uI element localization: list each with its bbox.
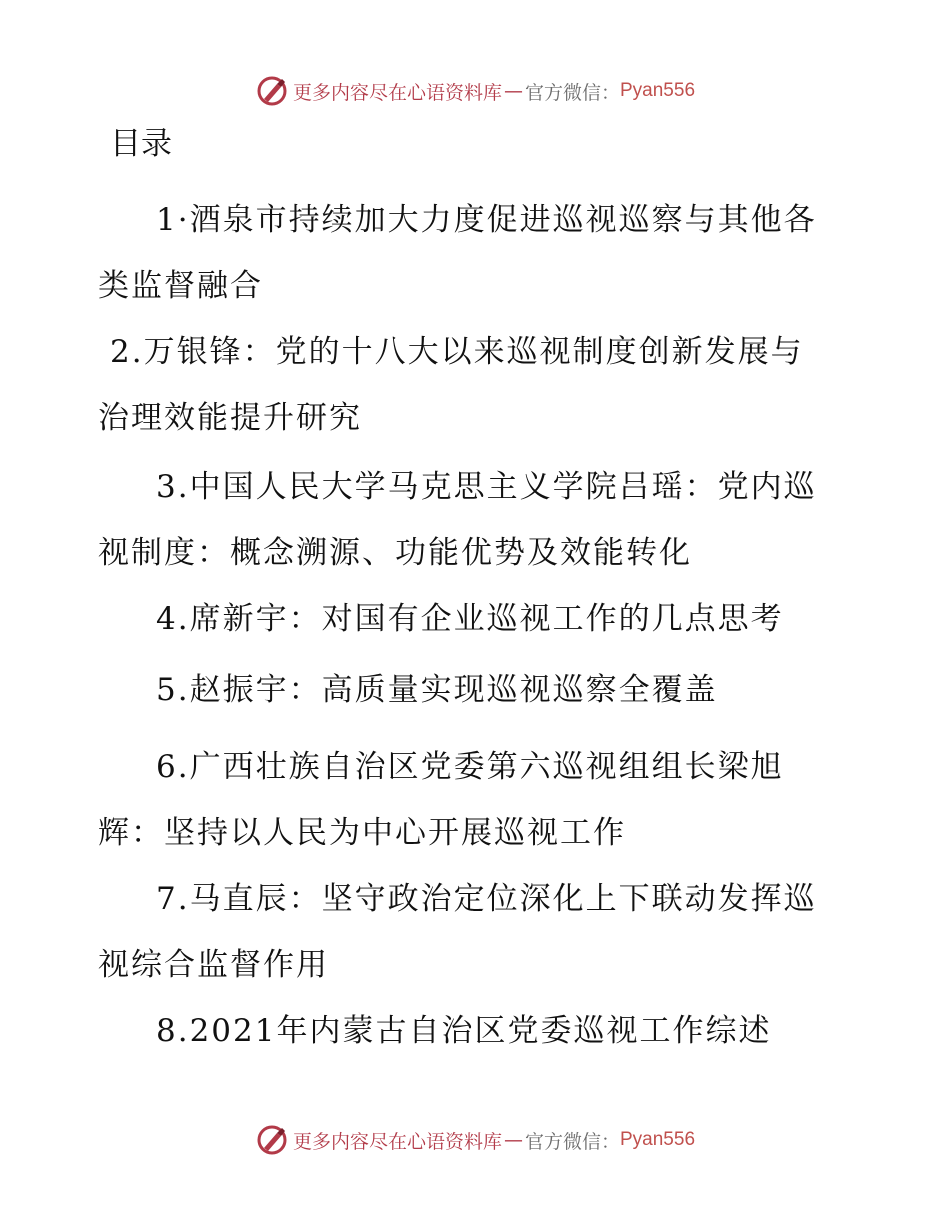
toc-entry-line: 3.中国人民大学马克思主义学院吕瑶：党内巡 bbox=[156, 469, 817, 505]
banner-text: 更多内容尽在心语资料库 bbox=[292, 81, 502, 104]
banner-wechat-label: 官方微信： bbox=[524, 1130, 620, 1153]
toc-entry-line: 1·酒泉市持续加大力度促进巡视巡察与其他各 bbox=[156, 202, 817, 238]
banner-text: 更多内容尽在心语资料库 bbox=[292, 1130, 502, 1153]
toc-entry-line: 治理效能提升研究 bbox=[98, 400, 362, 436]
toc-entry-line: 7.马直辰：坚守政治定位深化上下联动发挥巡 bbox=[156, 881, 817, 917]
toc-entry-6[interactable] bbox=[98, 734, 878, 866]
banner-wechat-id: Pyan556 bbox=[620, 1129, 696, 1150]
toc-entry-line: 视综合监督作用 bbox=[98, 947, 329, 983]
banner-separator: — bbox=[503, 80, 523, 102]
toc-entry-line: 视制度：概念溯源、功能优势及效能转化 bbox=[98, 535, 692, 571]
toc-entry-line: 5.赵振宇：高质量实现巡视巡察全覆盖 bbox=[156, 672, 718, 708]
toc-entry-3[interactable] bbox=[98, 454, 878, 586]
banner-separator: — bbox=[503, 1129, 523, 1151]
header-banner bbox=[0, 71, 950, 111]
toc-title: 目录 bbox=[110, 126, 172, 162]
toc-entry-2[interactable] bbox=[98, 319, 878, 451]
toc-entry-line: 8.2021年内蒙古自治区党委巡视工作综述 bbox=[156, 1013, 772, 1049]
toc-entry-1[interactable] bbox=[98, 187, 878, 319]
toc-entry-line: 4.席新宇：对国有企业巡视工作的几点思考 bbox=[156, 601, 784, 637]
footer-banner bbox=[0, 1120, 950, 1160]
banner-wechat-label: 官方微信： bbox=[524, 81, 620, 104]
toc-entry-line: 2.万银锋：党的十八大以来巡视制度创新发展与 bbox=[110, 334, 804, 370]
toc-entry-7[interactable] bbox=[98, 866, 878, 998]
toc-entry-line: 类监督融合 bbox=[98, 268, 263, 304]
toc-entry-8[interactable] bbox=[98, 998, 878, 1064]
toc-entry-5[interactable] bbox=[98, 657, 878, 723]
toc-entry-line: 6.广西壮族自治区党委第六巡视组组长梁旭 bbox=[156, 749, 784, 785]
pen-logo-icon bbox=[255, 1123, 289, 1157]
pen-logo-icon bbox=[255, 74, 289, 108]
toc-entry-4[interactable] bbox=[98, 586, 878, 652]
banner-wechat-id: Pyan556 bbox=[620, 80, 696, 101]
toc-entry-line: 辉：坚持以人民为中心开展巡视工作 bbox=[98, 815, 626, 851]
